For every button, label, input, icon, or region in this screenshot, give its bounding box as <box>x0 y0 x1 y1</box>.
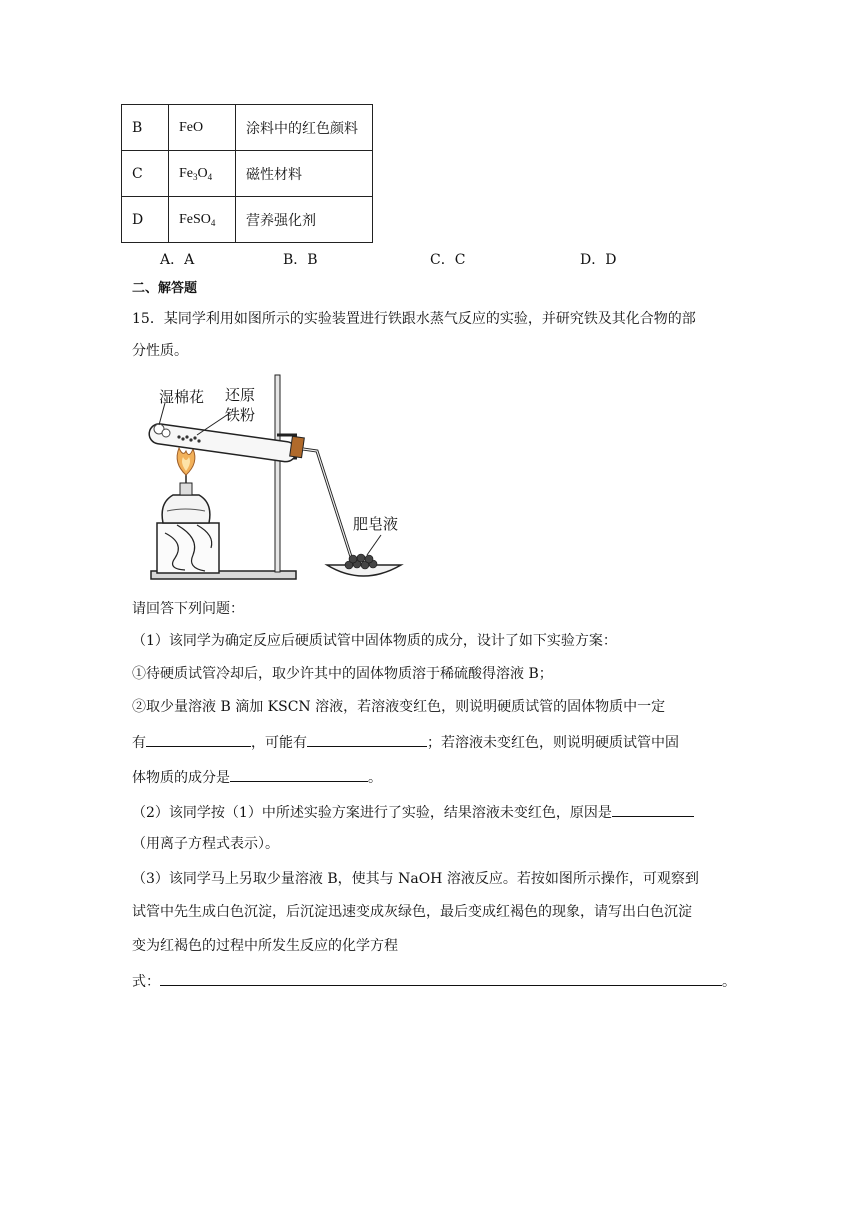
table-row <box>122 151 373 197</box>
answer-blank-5[interactable] <box>160 970 722 986</box>
label-iron-line-1: 还原 <box>225 386 256 404</box>
part-3-line-1: （3）该同学马上另取少量溶液 B，使其与 NaOH 溶液反应。若按如图所示操作，可观察到 <box>132 871 699 887</box>
table-row <box>122 105 373 151</box>
choice-c: C．C <box>430 252 466 268</box>
answer-blank-3[interactable] <box>230 766 368 782</box>
label-iron-line-2: 铁粉 <box>225 406 256 424</box>
part-3-line-3: 变为红褐色的过程中所发生反应的化学方程 <box>132 938 398 954</box>
table-row <box>122 197 373 243</box>
row-letter: C <box>122 151 169 197</box>
label-wet-cotton: 湿棉花 <box>159 388 205 406</box>
prompt-text: 请回答下列问题： <box>132 601 244 617</box>
part-2-line-1: （2）该同学按（1）中所述实验方案进行了实验，结果溶液未变红色，原因是 <box>132 801 694 823</box>
row-use: 磁性材料 <box>236 151 373 197</box>
part-1-step-2: ②取少量溶液 B 滴加 KSCN 溶液，若溶液变红色，则说明硬质试管的固体物质中一定 <box>132 699 666 715</box>
row-use: 涂料中的红色颜料 <box>236 105 373 151</box>
part-1-intro: （1）该同学为确定反应后硬质试管中固体物质的成分，设计了如下实验方案： <box>132 633 617 649</box>
row-formula: FeO <box>169 105 236 151</box>
options-table <box>121 104 373 243</box>
row-letter: B <box>122 105 169 151</box>
part-2-line-2: （用离子方程式表示）。 <box>132 836 279 852</box>
label-soap-solution: 肥皂液 <box>353 515 399 533</box>
answer-blank-2[interactable] <box>307 731 427 747</box>
part-1-line-3: 有 ，可能有 ；若溶液未变红色，则说明硬质试管中固 <box>132 731 679 753</box>
answer-blank-4[interactable] <box>612 801 694 817</box>
answer-blank-1[interactable] <box>146 731 251 747</box>
part-1-step-1: ①待硬质试管冷却后，取少许其中的固体物质溶于稀硫酸得溶液 B； <box>132 666 553 682</box>
choice-a: A．A <box>160 252 195 268</box>
part-3-line-4: 式： 。 <box>132 970 736 992</box>
row-formula: FeSO$_4$ <box>169 197 236 243</box>
row-formula: $Fe_3O_4$ <box>169 151 236 197</box>
question-stem-line-2: 分性质。 <box>132 343 188 359</box>
apparatus-figure <box>145 373 410 592</box>
part-3-line-2: 试管中先生成白色沉淀，后沉淀迅速变成灰绿色，最后变成红褐色的现象，请写出白色沉淀 <box>132 904 692 920</box>
question-stem-line-1: 15．某同学利用如图所示的实验装置进行铁跟水蒸气反应的实验，并研究铁及其化合物的部 <box>132 311 696 327</box>
row-letter: D <box>122 197 169 243</box>
section-title: 二、解答题 <box>132 281 198 296</box>
choice-b: B．B <box>283 252 318 268</box>
choice-d: D．D <box>580 252 617 268</box>
row-use: 营养强化剂 <box>236 197 373 243</box>
part-1-line-4: 体物质的成分是 。 <box>132 766 382 788</box>
